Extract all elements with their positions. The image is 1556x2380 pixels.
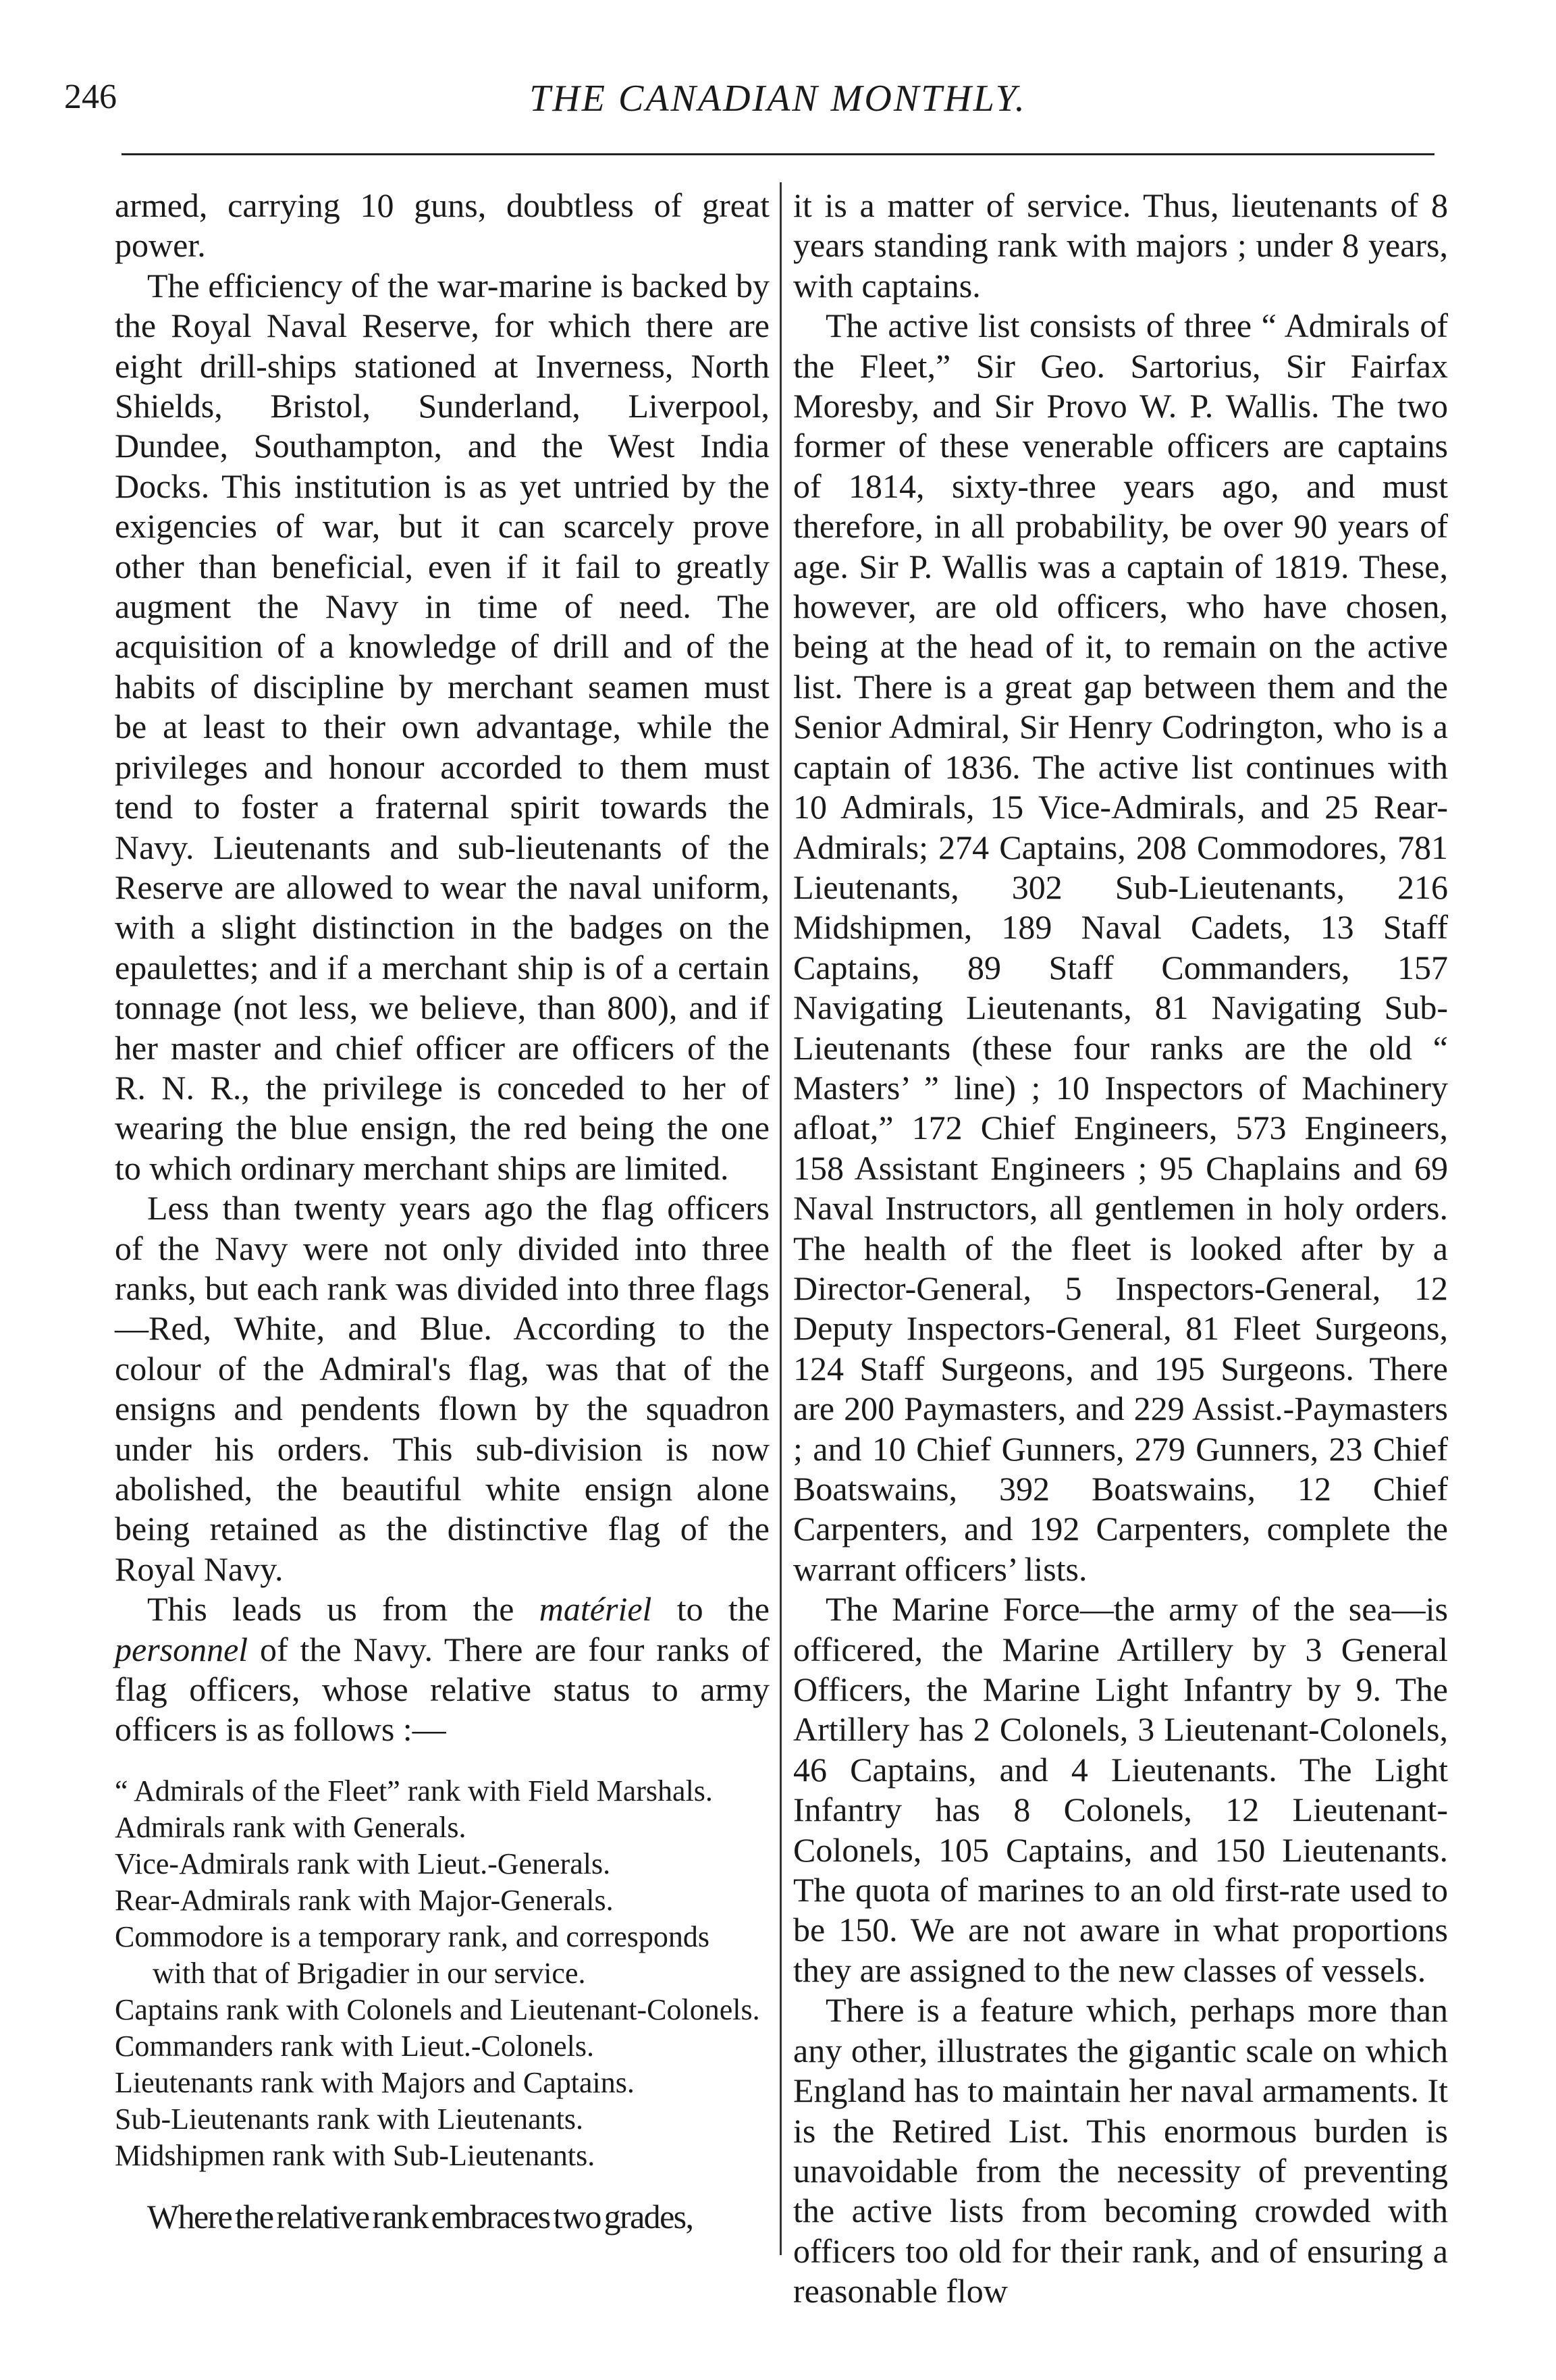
paragraph: The Marine Force—the army of the sea—is officered, the Marine Artillery by 3 General Officers, the Marine Light Infantry by 9. The Artillery has 2 Colonels, 3 Lieutenant-Colonels, 46 Captains, and 4 Lieutenants. The Light Infantry has 8 Colonels, 12 Lieutenant-Colonels, 105 Captains, and 150 Lieutenants. The quota of marines to an old first-rate used to be 150. We are not aware in what proportions they are assigned to the new classes of vessels. bbox=[793, 1590, 1448, 1989]
column-divider bbox=[780, 182, 782, 2255]
header-rule bbox=[122, 153, 1434, 155]
paragraph: armed, carrying 10 guns, doubtless of great power. bbox=[115, 186, 770, 265]
text-run: This leads us from the bbox=[147, 1590, 539, 1629]
rank-list-item: Captains rank with Colonels and Lieutenant-Colonels. bbox=[115, 1992, 760, 2026]
rank-list-item: “ Admirals of the Fleet” rank with Field Marshals. bbox=[115, 1774, 713, 1807]
paragraph bbox=[115, 1589, 770, 1750]
rank-list bbox=[115, 1773, 770, 2174]
paragraph: it is a matter of service. Thus, lieutenants of 8 years standing rank with majors ; under 8 years, with captains. bbox=[793, 186, 1448, 305]
text-run: of the Navy. There are four ranks of flag officers, whose relative status to army officers is as follows :— bbox=[115, 1630, 770, 1749]
left-column bbox=[115, 186, 770, 2237]
paragraph: The efficiency of the war-marine is backed by the Royal Naval Reserve, for which there are eight drill-ships stationed at Inverness, North Shields, Bristol, Sunderland, Liverpool, Dundee, Southampton, and the West India Docks. This institution is as yet untried by the exigencies of war, but it can scarcely prove other than beneficial, even if it fail to greatly augment the Navy in time of need. The acquisition of a knowledge of drill and of the habits of discipline by merchant seamen must be at least to their own advantage, while the privileges and honour accorded to them must tend to foster a fraternal spirit towards the Navy. Lieutenants and sub-lieutenants of the Reserve are allowed to wear the naval uniform, with a slight distinction in the badges on the epaulettes; and if a merchant ship is of a certain tonnage (not less, we believe, than 800), and if her master and chief officer are officers of the R. N. R., the privilege is conceded to her of wearing the blue ensign, the red being the one to which ordinary merchant ships are limited. bbox=[115, 266, 770, 1187]
paragraph: Less than twenty years ago the flag officers of the Navy were not only divided into three ranks, but each rank was divided into three flags—Red, White, and Blue. According to the colour of the Admiral's flag, was that of the ensigns and pendents flown by the squadron under his orders. This sub-division is now abolished, the beautiful white ensign alone being retained as the distinctive flag of the Royal Navy. bbox=[115, 1189, 770, 1588]
paragraph: Where the relative rank embraces two grades, bbox=[147, 2197, 693, 2236]
rank-list-item: Midshipmen rank with Sub-Lieutenants. bbox=[115, 2138, 595, 2172]
paragraph: The active list consists of three “ Admirals of the Fleet,” Sir Geo. Sartorius, Sir Fairfax Moresby, and Sir Provo W. P. Wallis. The two former of these venerable officers are captains of 1814, sixty-three years ago, and must therefore, in all probability, be over 90 years of age. Sir P. Wallis was a captain of 1819. These, however, are old officers, who have chosen, being at the head of it, to remain on the active list. There is a great gap between them and the Senior Admiral, Sir Henry Codrington, who is a captain of 1836. The active list continues with 10 Admirals, 15 Vice-Admirals, and 25 Rear-Admirals; 274 Captains, 208 Commodores, 781 Lieutenants, 302 Sub-Lieutenants, 216 Midshipmen, 189 Naval Cadets, 13 Staff Captains, 89 Staff Commanders, 157 Navigating Lieutenants, 81 Navigating Sub-Lieutenants (these four ranks are the old “ Masters’ ” line) ; 10 Inspectors of Machinery afloat,” 172 Chief Engineers, 573 Engineers, 158 Assistant Engineers ; 95 Chaplains and 69 Naval Instructors, all gentlemen in holy orders. The health of the fleet is looked after by a Director-General, 5 Inspectors-General, 12 Deputy Inspectors-General, 81 Fleet Surgeons, 124 Staff Surgeons, and 195 Surgeons. There are 200 Paymasters, and 229 Assist.-Paymasters ; and 10 Chief Gunners, 279 Gunners, 23 Chief Boatswains, 392 Boatswains, 12 Chief Carpenters, and 192 Carpenters, complete the warrant officers’ lists. bbox=[793, 307, 1448, 1588]
right-column bbox=[793, 186, 1448, 2312]
italic-term: matériel bbox=[539, 1590, 652, 1629]
text-run: to the bbox=[651, 1590, 770, 1629]
rank-list-item: Sub-Lieutenants rank with Lieutenants. bbox=[115, 2102, 584, 2136]
rank-list-item: Admirals rank with Generals. bbox=[115, 1810, 466, 1844]
italic-term: personnel bbox=[115, 1630, 248, 1668]
rank-list-item: Lieutenants rank with Majors and Captains. bbox=[115, 2065, 635, 2099]
running-title: THE CANADIAN MONTHLY. bbox=[529, 78, 1027, 120]
rank-list-item: Vice-Admirals rank with Lieut.-Generals. bbox=[115, 1847, 611, 1880]
rank-list-item: Commanders rank with Lieut.-Colonels. bbox=[115, 2029, 594, 2063]
rank-list-item: Commodore is a temporary rank, and corresponds with that of Brigadier in our service. bbox=[115, 1920, 709, 1990]
page-number: 246 bbox=[64, 78, 117, 116]
paragraph: There is a feature which, perhaps more than any other, illustrates the gigantic scale on which England has to maintain her naval armaments. It is the Retired List. This enormous burden is unavoidable from the necessity of preventing the active lists from becoming crowded with officers too old for their rank, and of ensuring a reasonable flow bbox=[793, 1991, 1448, 2310]
rank-list-item: Rear-Admirals rank with Major-Generals. bbox=[115, 1883, 614, 1917]
